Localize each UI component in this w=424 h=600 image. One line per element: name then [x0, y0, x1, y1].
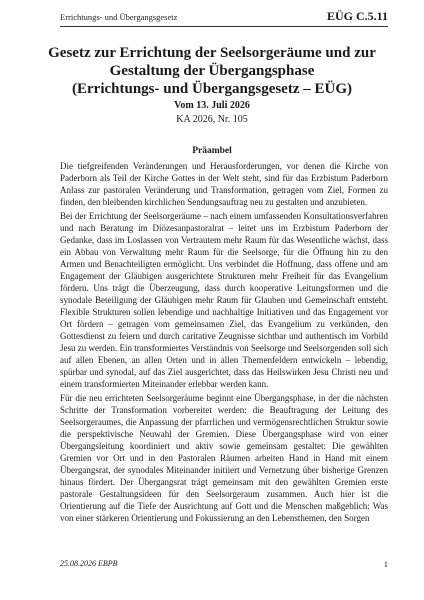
title-line: Gesetz zur Errichtung der Seelsorgeräume und zur [48, 45, 376, 61]
section-heading-preamble: Präambel [192, 146, 232, 156]
document-code: EÜG C.5.11 [326, 9, 388, 23]
running-header-title: Errichtungs- und Übergangsgesetz [60, 12, 178, 22]
preamble-body [60, 160, 388, 526]
paragraph: Für die neu errichteten Seelsorgeräume beginnt eine Übergangsphase, in der die nächsten Schritte der Transformation vorbereitet werden: die Beauftragung der Leitung des Seelsorgeraumes, die Anpassung der pfarrlichen und vermögensrechtlichen Struktur sowie die perspektivische Neuwahl der Gremien. Diese Übergangsphase wird von einer Übergangsleitung koordiniert und aktiv sowie gemeinsam gestaltet: Die gewählten Gremien vor Ort und in den Pastoralen Räumen arbeiten Hand in Hand mit einem Übergangsrat, der synodales Miteinander initiiert und Vernetzung über bisherige Grenzen hinaus fördert. Der Übergangsrat trägt gemeinsam mit den gewählten Gremien erste pastorale Gestaltungsideen für den Seelsorgeraum zusammen. Auch hier ist die Orientierung auf die Tiefe der Ausrichtung auf Gott und die Menschen maßgeblich: Was von einer stärkeren Orientierung und Fokussierung an den Lebensthemen, den Sorgen [60, 393, 388, 523]
header-divider [60, 26, 388, 27]
paragraph: Die tiefgreifenden Veränderungen und Herausforderungen, vor denen die Kirche von Paderborn als Teil der Kirche Gottes in der Welt steht, sind für das Erzbistum Paderborn Anlass zur pastoralen Veränderung und Transformation, getragen vom Ziel, Formen zu finden, den bleibenden kirchlichen Sendungsauftrag neu zu gestalten und anzubieten. [60, 161, 388, 207]
document-title [40, 44, 384, 98]
footer-issue: 25.08.2026 EBPB [60, 559, 118, 568]
document-reference: KA 2026, Nr. 105 [176, 114, 248, 125]
title-line: Gestaltung der Übergangsphase [109, 63, 315, 79]
paragraph: Bei der Errichtung der Seelsorgeräume – nach einem umfassenden Konsultationsverfahren und nach Beratung im Diözesanpastoralrat – leitet uns im Erzbistum Paderborn der Gedanke, dass im Loslassen von Vertrautem mehr Raum für das Wesentliche wächst, dass ein Abbau von Verwaltung mehr Raum für die Seelsorge, für die Öffnung hin zu den Armen und Benachteiligten ermöglicht. Uns verbindet die Hoffnung, dass offene und am Engagement der Gläubigen ausgerichtete Strukturen mehr Freiheit für das Evangelium fördern. Uns trägt die Überzeugung, dass durch kooperative Leitungsformen und die synodale Beteiligung der Gläubigen mehr Raum für Glauben und Gemeinschaft entsteht. Flexible Strukturen sollen lebendige und nachhaltige Initiativen und das Engagement vor Ort fördern – getragen vom gemeinsamen Ziel, das Evangelium zu verkünden, den Gottesdienst zu feiern und durch caritative Zeugnisse sichtbar und authentisch im Vorbild Jesu zu werden. Ein transformiertes Verständnis von Seelsorge und Seelsorgenden soll sich auf allen Ebenen, an allen Orten und in allen Themenfeldern entwickeln – lebendig, spürbar und synodal, auf das Ziel ausgerichtet, dass das Heilswirken Jesu Christi neu und einem transformierten Miteinander erlebbar werden kann. [60, 211, 388, 389]
document-date: Vom 13. Juli 2026 [174, 100, 250, 111]
page-number: 1 [383, 559, 388, 569]
title-line: (Errichtungs- und Übergangsgesetz – EÜG) [72, 81, 352, 97]
